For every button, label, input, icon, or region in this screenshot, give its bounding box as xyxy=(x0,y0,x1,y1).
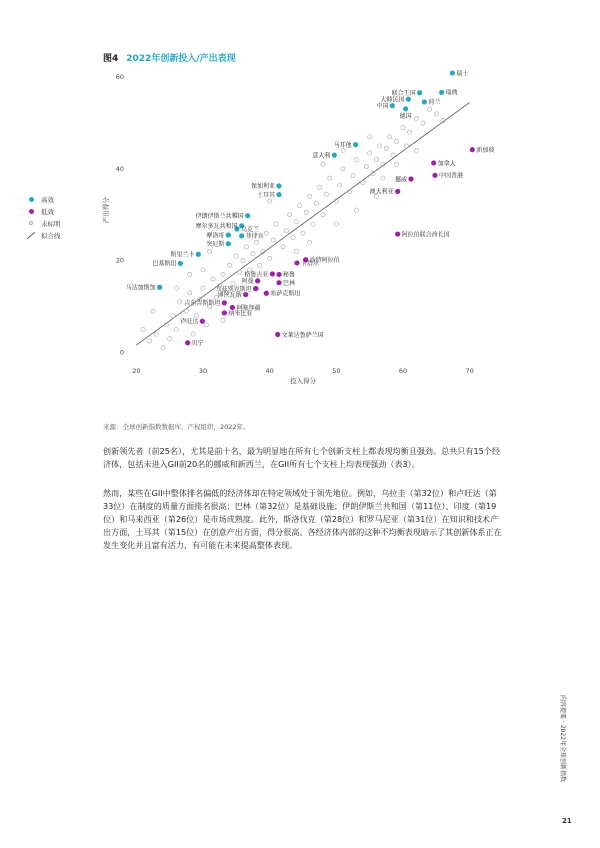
x-axis-title: 投入得分 xyxy=(290,377,316,385)
unlabeled-point xyxy=(291,236,295,240)
unlabeled-point xyxy=(334,222,338,226)
efficient-point xyxy=(239,233,244,238)
inefficient-point xyxy=(395,189,400,194)
unlabeled-point xyxy=(178,300,182,304)
efficient-point xyxy=(403,106,408,111)
inefficient-point xyxy=(222,300,227,305)
unlabeled-point xyxy=(201,286,205,290)
inefficient-point xyxy=(395,231,400,236)
inefficient-point xyxy=(222,310,227,315)
figure-number: 图4 xyxy=(103,54,119,64)
point-label: 中国 xyxy=(376,102,389,110)
efficient-point xyxy=(226,241,231,246)
side-running-title-text: 内容提要 · 2022年全球创新指数 xyxy=(559,695,566,782)
point-label: 伊朗伊斯兰共和国 xyxy=(195,213,244,221)
inefficient-point xyxy=(264,291,269,296)
point-label: 马耳他 xyxy=(333,141,352,149)
inefficient-point xyxy=(270,271,275,276)
unlabeled-point xyxy=(274,222,278,226)
point-label: 吉尔吉斯斯坦 xyxy=(184,300,221,308)
unlabeled-point xyxy=(288,213,292,217)
unlabeled-point xyxy=(394,162,398,166)
unlabeled-point xyxy=(258,263,262,267)
unlabeled-point xyxy=(414,116,418,120)
efficient-point xyxy=(390,103,395,108)
point-label: 纳米比亚 xyxy=(228,310,253,318)
point-label: 乌克兰 xyxy=(241,226,260,234)
efficient-point xyxy=(157,285,162,290)
point-label: 卡塔尔 xyxy=(301,260,320,268)
page-number: 21 xyxy=(562,817,572,825)
efficient-point xyxy=(276,183,281,188)
point-label: 斯里兰卡 xyxy=(170,251,195,259)
figure-title-text: 2022年创新投入/产出表现 xyxy=(126,54,236,64)
unlabeled-point xyxy=(341,148,345,152)
unlabeled-point xyxy=(368,135,372,139)
unlabeled-point xyxy=(281,245,285,249)
point-label: 突尼斯 xyxy=(206,240,225,248)
legend-label-unlabeled: 未标明 xyxy=(41,219,61,228)
unlabeled-point xyxy=(324,192,328,196)
inefficient-point xyxy=(275,332,280,337)
unlabeled-point xyxy=(294,220,298,224)
y-tick-label: 60 xyxy=(115,73,124,82)
unlabeled-point xyxy=(161,346,165,350)
point-label: 土耳其 xyxy=(256,191,275,199)
unlabeled-point xyxy=(311,222,315,226)
scatter-chart xyxy=(0,0,600,400)
point-label: 阿曼 xyxy=(241,278,254,286)
y-axis-title: 产出得分 xyxy=(102,197,110,224)
point-label: 巴林 xyxy=(283,279,296,287)
unlabeled-point xyxy=(264,231,268,235)
point-label: 阿塞拜疆 xyxy=(236,304,261,312)
point-label: 哈萨克斯坦 xyxy=(270,290,301,298)
point-label: 沙特阿拉伯 xyxy=(309,257,340,265)
unlabeled-point xyxy=(254,240,258,244)
unlabeled-point xyxy=(378,144,382,148)
x-tick-label: 40 xyxy=(265,367,274,375)
unlabeled-point xyxy=(354,208,358,212)
unlabeled-point xyxy=(421,121,425,125)
efficient-point xyxy=(439,90,444,95)
point-label: 意大利 xyxy=(312,152,331,160)
unlabeled-point xyxy=(221,272,225,276)
unlabeled-point xyxy=(194,314,198,318)
efficient-point xyxy=(353,142,358,147)
unlabeled-point xyxy=(244,245,248,249)
unlabeled-point xyxy=(308,194,312,198)
y-tick-label: 20 xyxy=(115,256,124,265)
inefficient-point xyxy=(470,147,475,152)
unlabeled-point xyxy=(154,332,158,336)
unlabeled-point xyxy=(201,268,205,272)
point-label: 菲律宾 xyxy=(245,233,264,241)
efficient-point xyxy=(417,90,422,95)
unlabeled-point xyxy=(414,148,418,152)
unlabeled-point xyxy=(354,158,358,162)
unlabeled-point xyxy=(348,190,352,194)
unlabeled-point xyxy=(388,135,392,139)
point-label: 德国 xyxy=(399,112,412,120)
inefficient-point xyxy=(432,173,437,178)
unlabeled-point xyxy=(241,259,245,263)
point-label: 新加坡 xyxy=(476,146,495,154)
unlabeled-point xyxy=(314,201,318,205)
y-tick-label: 40 xyxy=(115,164,124,173)
point-label: 秘鲁 xyxy=(283,271,296,279)
point-label: 阿拉伯联合酋长国 xyxy=(401,231,450,239)
efficient-point xyxy=(196,252,201,257)
point-label: 卢旺达 xyxy=(180,318,199,326)
unlabeled-point xyxy=(208,249,212,253)
unlabeled-point xyxy=(204,323,208,327)
point-label: 贝宁 xyxy=(191,340,204,348)
unlabeled-point xyxy=(351,174,355,178)
unlabeled-point xyxy=(401,126,405,130)
unlabeled-point xyxy=(321,162,325,166)
inefficient-point xyxy=(200,319,205,324)
point-label: 摩洛哥 xyxy=(206,232,225,240)
unlabeled-point xyxy=(328,176,332,180)
unlabeled-point xyxy=(404,144,408,148)
efficient-point xyxy=(422,99,427,104)
unlabeled-point xyxy=(321,213,325,217)
legend-label-efficient: 高效 xyxy=(41,195,54,204)
inefficient-point xyxy=(185,340,190,345)
unlabeled-point xyxy=(381,176,385,180)
unlabeled-point xyxy=(294,249,298,253)
point-label: 马达加斯加 xyxy=(125,284,156,292)
y-tick-label: 0 xyxy=(119,348,124,357)
unlabeled-point xyxy=(368,151,372,155)
point-label: 博茨瓦纳 xyxy=(217,291,242,299)
point-label: 加拿大 xyxy=(437,160,456,168)
unlabeled-point xyxy=(298,204,302,208)
unlabeled-point xyxy=(171,314,175,318)
unlabeled-point xyxy=(211,277,215,281)
unlabeled-point xyxy=(184,309,188,313)
efficient-point xyxy=(450,70,455,75)
unlabeled-point xyxy=(141,327,145,331)
source-note: 来源：全球创新指数数据库，产权组织，2022年。 xyxy=(103,423,250,431)
unlabeled-point xyxy=(301,231,305,235)
unlabeled-point xyxy=(174,327,178,331)
inefficient-point xyxy=(276,280,281,285)
point-label: 瑞士 xyxy=(456,70,469,78)
unlabeled-point xyxy=(168,337,172,341)
unlabeled-point xyxy=(151,309,155,313)
inefficient-point xyxy=(431,160,436,165)
efficient-point xyxy=(226,232,231,237)
unlabeled-point xyxy=(394,139,398,143)
legend-label-inefficient: 低效 xyxy=(41,207,54,216)
point-label: 挪威 xyxy=(394,176,407,184)
point-label: 荷兰 xyxy=(428,99,441,107)
efficient-point xyxy=(276,192,281,197)
inefficient-point xyxy=(276,272,281,277)
point-label: 保加利亚 xyxy=(250,183,275,191)
body-paragraph-2: 然而，某些在GII中整体排名偏低的经济体却在特定领域处于领先地位。例如，乌拉圭（第32位）和卢旺达（第33位）在制度的质量方面排名很高；巴林（第32位）是基础设施；伊朗伊斯兰共和国（第11位）、印度（第19位）和马来西亚（第26位）是市场成熟度。此外，斯洛伐克（第28位）和罗马尼亚（第31位）在知识和技术产出方面，土耳其（第15位）在创意产出方面，得分很高。各经济体内部的这种不均衡表现暗示了其创新体系正在发生变化并且富有活力，有可能在未来提高整体表现。 xyxy=(103,488,502,550)
inefficient-point xyxy=(253,286,258,291)
unlabeled-point xyxy=(341,167,345,171)
unlabeled-point xyxy=(434,112,438,116)
side-running-title xyxy=(560,695,570,805)
unlabeled-point xyxy=(304,210,308,214)
point-label: 澳大利亚 xyxy=(369,188,394,196)
point-label: 乌兹别克斯坦 xyxy=(215,285,252,293)
unlabeled-point xyxy=(374,158,378,162)
unlabeled-point xyxy=(271,238,275,242)
unlabeled-point xyxy=(238,270,242,274)
efficient-point xyxy=(245,213,250,218)
unlabeled-point xyxy=(188,272,192,276)
point-label: 巴基斯坦 xyxy=(152,260,177,268)
unlabeled-point xyxy=(384,146,388,150)
unlabeled-point xyxy=(364,165,368,169)
unlabeled-point xyxy=(338,183,342,187)
efficient-point xyxy=(178,261,183,266)
efficient-point xyxy=(332,153,337,158)
unlabeled-point xyxy=(308,240,312,244)
unlabeled-point xyxy=(408,130,412,134)
unlabeled-point xyxy=(191,332,195,336)
body-paragraph-1: 创新领先者（前25名），尤其是前十名，最为明显地在所有七个创新支柱上都表现均衡且强劲。总共只有15个经济体，包括未进入GII前20名的挪威和新西兰，在GII所有七个支柱上均表现强劲（表3）。 xyxy=(103,446,500,469)
inefficient-point xyxy=(408,176,413,181)
unlabeled-point xyxy=(391,153,395,157)
unlabeled-point xyxy=(251,252,255,256)
x-tick-label: 30 xyxy=(198,367,208,375)
unlabeled-point xyxy=(284,229,288,233)
point-label: 摩尔多瓦共和国 xyxy=(195,223,238,231)
unlabeled-point xyxy=(318,185,322,189)
x-tick-label: 70 xyxy=(465,367,474,375)
point-label: 瑞典 xyxy=(445,89,458,97)
legend-label-fit-line: 拟合线 xyxy=(41,231,61,240)
inefficient-point xyxy=(255,278,260,283)
point-label: 文莱达鲁萨兰国 xyxy=(281,331,324,339)
unlabeled-point xyxy=(148,339,152,343)
x-tick-label: 20 xyxy=(132,367,141,375)
fit-line xyxy=(136,102,469,348)
x-tick-label: 60 xyxy=(398,367,408,375)
inefficient-point xyxy=(294,260,299,265)
unlabeled-point xyxy=(268,256,272,260)
unlabeled-point xyxy=(174,286,178,290)
unlabeled-point xyxy=(188,291,192,295)
x-tick-label: 50 xyxy=(332,367,341,375)
unlabeled-point xyxy=(361,181,365,185)
unlabeled-point xyxy=(268,199,272,203)
point-label: 大韩民国 xyxy=(380,96,405,104)
unlabeled-point xyxy=(221,318,225,322)
point-label: 中国香港 xyxy=(439,172,464,180)
point-label: 格鲁吉亚 xyxy=(244,271,269,279)
efficient-point xyxy=(406,97,411,102)
point-label: 联合王国 xyxy=(391,90,416,98)
unlabeled-point xyxy=(228,263,232,267)
unlabeled-point xyxy=(428,107,432,111)
unlabeled-point xyxy=(234,254,238,258)
